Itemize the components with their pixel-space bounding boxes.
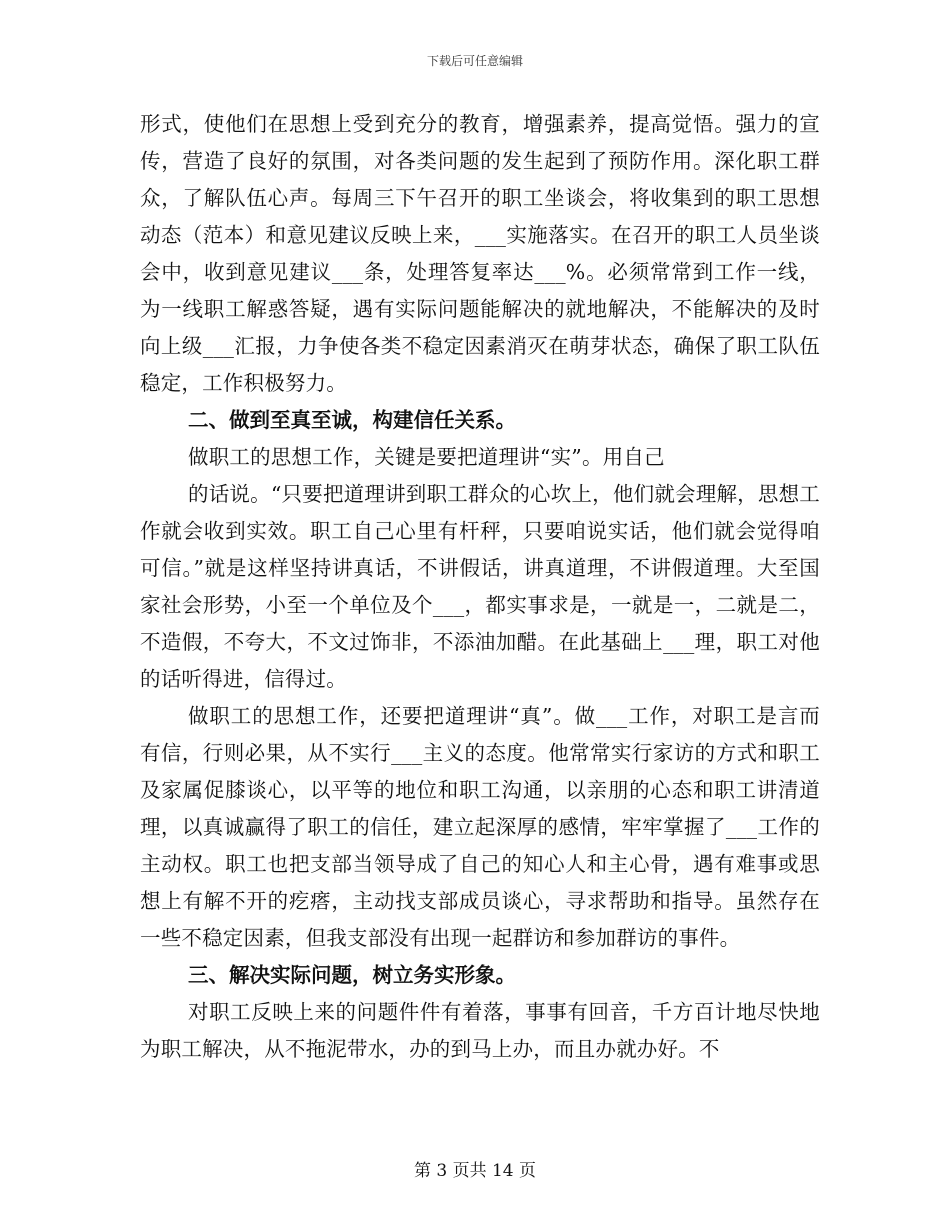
document-body bbox=[140, 106, 820, 1068]
section-heading: 二、做到至真至诚，构建信任关系。 bbox=[188, 408, 516, 432]
page-header: 下载后可任意编辑 bbox=[426, 54, 523, 68]
section-heading: 三、解决实际问题，树立务实形象。 bbox=[188, 963, 516, 987]
body-paragraph: 做职工的思想工作，关键是要把道理讲“实”。用自己 bbox=[188, 445, 665, 469]
body-paragraph: 形式，使他们在思想上受到充分的教育，增强素养，提高觉悟。强力的宣传，营造了良好的氛围，对各类问题的发生起到了预防作用。深化职工群众，了解队伍心声。每周三下午召开的职工坐谈会，将收集到的职工思想动态（范本）和意见建议反映上来，___实施落实。在召开的职工人员坐谈会中，收到意见建议___条，处理答复率达___%。必须常常到工作一线，为一线职工解惑答疑，遇有实际问题能解决的就地解决，不能解决的及时向上级___汇报，力争使各类不稳定因素消灭在萌芽状态，确保了职工队伍稳定，工作积极努力。 bbox=[140, 112, 820, 395]
body-paragraph: 的话说。“只要把道理讲到职工群众的心坎上，他们就会理解，思想工作就会收到实效。职工自己心里有杆秤，只要咱说实话，他们就会觉得咱可信。”就是这样坚持讲真话，不讲假话，讲真道理，不讲假道理。大至国家社会形势，小至一个单位及个___，都实事求是，一就是一，二就是二，不造假，不夸大，不文过饰非，不添油加醋。在此基础上___理，职工对他的话听得进，信得过。 bbox=[140, 482, 820, 691]
body-paragraph: 对职工反映上来的问题件件有着落，事事有回音，千方百计地尽快地为职工解决，从不拖泥带水，办的到马上办，而且办就办好。不 bbox=[140, 1000, 820, 1061]
body-paragraph: 做职工的思想工作，还要把道理讲“真”。做___工作，对职工是言而有信，行则必果，从不实行___主义的态度。他常常实行家访的方式和职工及家属促膝谈心，以平等的地位和职工沟通，以亲朋的心态和职工讲清道理，以真诚赢得了职工的信任，建立起深厚的感情，牢牢掌握了___工作的主动权。职工也把支部当领导成了自己的知心人和主心骨，遇有难事或思想上有解不开的疙瘩，主动找支部成员谈心，寻求帮助和指导。虽然存在一些不稳定因素，但我支部没有出现一起群访和参加群访的事件。 bbox=[140, 704, 820, 950]
page-footer: 第 3 页共 14 页 bbox=[413, 1161, 537, 1181]
